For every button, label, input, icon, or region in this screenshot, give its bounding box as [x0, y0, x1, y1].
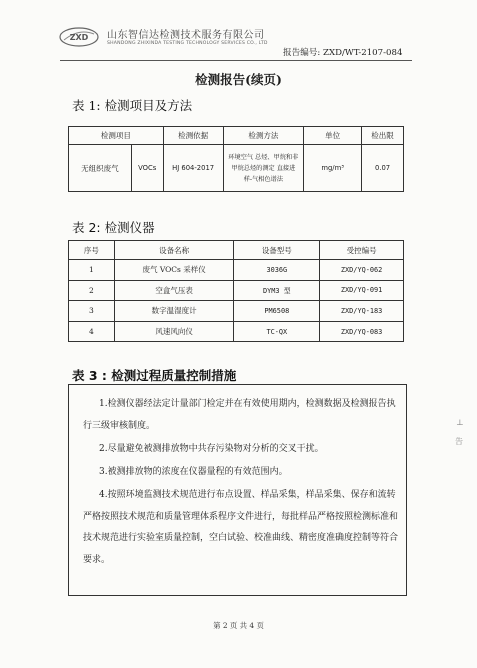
header-method: 检测方法	[223, 127, 304, 145]
qc-paragraph-4: 4.按照环境监测技术规范进行布点设置、样品采集，样品采集、保存和流转严格按照技术规范和质量管理体系程序文件进行，每批样品严格按照检测标准和技术规范进行实验室质量控制，空白试验、校准曲线、精密度准确度控制等符合要求。	[83, 490, 399, 565]
test-items-table	[68, 126, 404, 192]
table-row	[69, 260, 404, 281]
page-number: 第 2 页 共 4 页	[213, 621, 264, 630]
cell-name: 空盒气压表	[114, 280, 234, 301]
section3-title: 表 3 : 检测过程质量控制措施	[72, 368, 237, 383]
cell-category: 无组织废气	[69, 145, 132, 192]
header-code: 受控编号	[320, 241, 404, 260]
header-no: 序号	[69, 241, 115, 260]
header-divider	[60, 60, 412, 61]
quality-control-box	[68, 384, 407, 596]
cell-standard: HJ 604-2017	[163, 145, 223, 192]
table-row	[69, 321, 404, 342]
cell-model: DYM3 型	[234, 280, 320, 301]
cell-code: ZXD/YQ-091	[320, 280, 404, 301]
cell-unit: mg/m³	[304, 145, 362, 192]
qc-paragraph-3: 3.被测排放物的浓度在仪器量程的有效范围内。	[99, 467, 288, 477]
cell-name: 风速风向仪	[114, 321, 234, 342]
section1-title: 表 1: 检测项目及方法	[72, 98, 193, 113]
cell-code: ZXD/YQ-183	[320, 301, 404, 322]
header-limit: 检出限	[362, 127, 404, 145]
company-name-en: SHANDONG ZHIXINDA TESTING TECHNOLOGY SERVICES CO., LTD	[107, 41, 268, 46]
logo-letters: ZXD	[69, 33, 89, 42]
header-name: 设备名称	[114, 241, 234, 260]
cell-item: VOCs	[131, 145, 163, 192]
header-basis: 检测依据	[163, 127, 223, 145]
cell-no: 4	[69, 321, 115, 342]
header-test-item: 检测项目	[69, 127, 164, 145]
section2-title: 表 2: 检测仪器	[72, 220, 155, 235]
cell-method	[223, 145, 304, 192]
cell-no: 2	[69, 280, 115, 301]
cell-name: 废气 VOCs 采样仪	[114, 260, 234, 281]
page-title: 检测报告(续页)	[195, 72, 282, 87]
cell-name: 数字温湿度计	[114, 301, 234, 322]
company-logo	[58, 26, 100, 48]
instruments-table	[68, 240, 404, 342]
table-row	[69, 280, 404, 301]
cell-model: PM6508	[234, 301, 320, 322]
cell-no: 1	[69, 260, 115, 281]
method-line: 样-气相色谱法	[243, 175, 284, 183]
qc-paragraph-2: 2.尽量避免被测排放物中共存污染物对分析的交叉干扰。	[99, 444, 324, 454]
cell-no: 3	[69, 301, 115, 322]
cell-model: 3036G	[234, 260, 320, 281]
cell-code: ZXD/YQ-083	[320, 321, 404, 342]
cell-model: TC-QX	[234, 321, 320, 342]
header-unit: 单位	[304, 127, 362, 145]
qc-paragraph-1: 1.检测仪器经法定计量部门检定并在有效使用期内，检测数据及检测报告执行三级审核制度。	[83, 399, 396, 431]
method-line: 环境空气 总烃、甲烷和非	[228, 153, 299, 161]
cell-limit: 0.07	[362, 145, 404, 192]
method-line: 甲烷总烃的测定 直接进	[231, 164, 296, 172]
company-name-cn: 山东智信达检测技术服务有限公司	[107, 30, 265, 41]
report-number: 报告编号: ZXD/WT-2107-084	[283, 48, 403, 58]
margin-mark: 告	[455, 437, 463, 446]
header-model: 设备型号	[234, 241, 320, 260]
margin-mark: ⊥	[456, 418, 464, 427]
table-row	[69, 301, 404, 322]
cell-code: ZXD/YQ-062	[320, 260, 404, 281]
